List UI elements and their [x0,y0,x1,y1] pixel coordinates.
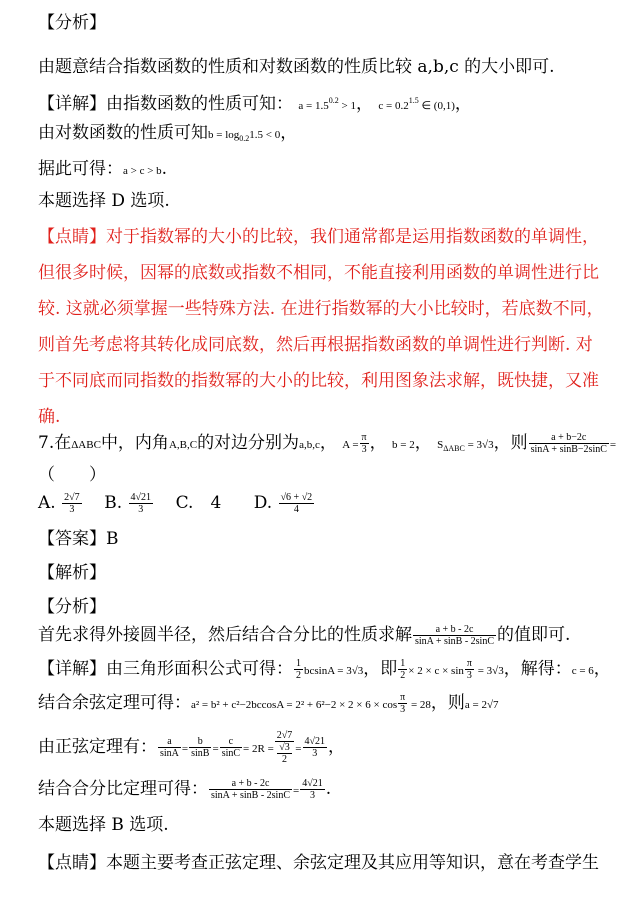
num: √6 + √2 [280,492,313,503]
formula: bcsinA = 3√3 [304,665,364,677]
text: ，即 [363,659,398,679]
math: a = 1.5 [298,100,329,112]
num: 4√21 [304,736,325,747]
options [38,492,315,515]
exp: 0.2 [328,96,339,105]
num: 4√21 [302,778,323,789]
num: 4√21 [130,492,152,503]
den [275,742,295,765]
line-analysis-text: 由题意结合指数函数的性质和对数函数的性质比较 a,b,c 的大小即可. [38,57,555,77]
math: c = 0.2 [378,100,409,112]
num: b [189,736,211,748]
den: 2 [400,670,406,681]
q-num: 7.在 [38,433,72,453]
tip-last: 【点睛】本题主要考查正弦定理、余弦定理及其应用等知识，意在考查学生 [38,853,599,873]
question-paren: （ ） [38,465,106,485]
complex-fraction [275,730,295,765]
formula: = 28 [408,699,431,711]
line-choice-b: 本题选择 B 选项. [38,815,169,835]
text: 结合余弦定理可得： [38,693,191,713]
num: π [400,692,406,703]
option-b-value [129,492,154,515]
eq: = [609,439,617,451]
c-over-sinc [220,736,242,759]
line-detail-1 [38,90,472,117]
num: π [466,658,472,669]
cosine-law [38,692,499,716]
den: sinA [160,748,179,759]
tip-line-6: 确. [38,407,61,427]
formula-c [378,96,455,112]
s: S [437,439,444,451]
num: 1 [296,658,301,669]
comma: ， [369,433,387,453]
half [294,658,303,681]
fraction [209,778,292,801]
den: sinC [221,748,241,759]
math: 1.5 < 0 [249,129,281,141]
line-detail-2 [38,122,297,150]
formula: = 2R = [243,743,274,755]
sub: ΔABC [443,444,465,453]
den: sinA + sinB−2sinC [530,444,607,455]
exp: 1.5 [408,96,419,105]
text: ，则 [493,433,528,453]
fraction [413,624,496,647]
text: 的对边分别为 [197,433,300,453]
detail-area [38,658,611,682]
eq: = [181,743,189,755]
tip-line-5: 于不同底而同指数的指数幂的大小的比较，利用图象法求解，既快捷，又准 [38,371,599,391]
option-d-value [279,492,315,515]
comma: ， [355,94,373,114]
text: 中，内角 [100,433,169,453]
text: ，则 [430,693,465,713]
den-den: 2 [282,754,288,765]
text: 由正弦定理有： [38,737,157,757]
eq: = [295,743,302,755]
option-a-value [62,492,82,515]
den: 3 [138,504,144,515]
pi-over-3 [465,658,474,681]
text: 由对数函数的性质可知 [38,123,208,143]
den: 2 [296,670,301,681]
num: a [158,736,181,748]
sub: 0.2 [239,134,250,143]
half-2 [398,658,407,681]
den: 4 [293,504,299,515]
text: ，解得： [503,659,572,679]
den: 3 [309,790,315,801]
den: sinB [191,748,210,759]
formula-a [298,96,356,112]
val: = 3√3 [464,439,494,451]
math: b = log [208,129,240,141]
a-over-sina [158,736,181,759]
result [300,778,325,801]
text: 【详解】由指数函数的性质可知： [38,94,293,114]
analysis-text-2 [38,624,570,647]
result [303,736,328,759]
tip-line-2: 但很多时候，因幂的底数或指数不相同，不能直接利用函数的单调性进行比 [38,263,599,283]
line-choice-d: 本题选择 D 选项. [38,191,170,211]
tip-line-4: 则首先考虑将其转化成同底数，然后再根据指数函数的单调性进行判断. 对 [38,335,593,355]
den: sinA + sinB - 2sinC [415,636,494,647]
text: 【详解】由三角形面积公式可得： [38,659,293,679]
sides: a,b,c [299,439,320,451]
formula: a > c > b [123,165,162,177]
comma: ， [414,433,432,453]
b-over-sinb [189,736,211,759]
math: ∈ (0,1) [418,100,455,112]
num: 2√7 [64,492,80,503]
text: ， [328,737,345,757]
tip-line-1: 【点睛】对于指数幂的大小的比较，我们通常都是运用指数函数的单调性， [38,227,599,247]
comma: ， [280,123,298,143]
math: > 1 [338,100,356,112]
den: 3 [400,704,406,715]
sine-law [38,730,345,765]
ratio-law [38,778,331,802]
angles: A,B,C [168,439,198,451]
option-c: C. 4 [175,493,222,513]
text: 首先求得外接圆半径，然后结合合分比的性质求解 [38,625,412,645]
formula: × 2 × c × sin [408,665,464,677]
formula: a² = b² + c²−2bccosA = 2² + 6²−2 × 2 × 6 × cos [191,699,398,711]
comma: ， [319,433,337,453]
text: ， [593,659,611,679]
text: 结合合分比定理可得： [38,779,208,799]
line-detail-3 [38,158,167,182]
num: 2√7 [276,730,293,741]
eq: = [293,785,300,797]
formula-b [208,129,280,141]
area [437,439,493,451]
explanation-header: 【解析】 [38,563,106,583]
pi-over-3 [398,692,407,715]
period: . [161,159,168,179]
den: 3 [312,748,318,759]
option-a-label: A. [38,493,56,513]
angle-a: A = [342,439,359,451]
formula: = 3√3 [474,665,504,677]
formula: c = 6 [571,665,594,677]
num: 1 [400,658,406,669]
line-analysis-header: 【分析】 [38,13,106,33]
num: a + b - 2c [413,624,496,636]
formula: a = 2√7 [464,699,499,711]
den: 3 [466,670,472,681]
side-b: b = 2 [392,439,415,451]
den-num: √3 [277,742,293,754]
analysis-header-2: 【分析】 [38,597,106,617]
text: 据此可得： [38,159,123,179]
option-b-label: B. [104,493,123,513]
option-d-label: D. [253,493,273,513]
text: . [325,779,332,799]
answer: 【答案】B [38,529,119,549]
comma: ， [454,94,472,114]
tip-line-3: 较. 这就必须掌握一些特殊方法. 在进行指数幂的大小比较时，若底数不同， [38,299,604,319]
question-7 [38,432,616,460]
num: π [361,432,367,443]
den: 3 [361,444,367,455]
num: a + b−2c [529,432,609,444]
den: sinA + sinB - 2sinC [211,790,290,801]
triangle: ΔABC [71,439,101,451]
eq: = [212,743,219,755]
target-fraction [529,432,609,455]
pi-over-3 [360,432,369,455]
den: 3 [69,504,75,515]
text: 的值即可. [497,625,571,645]
num: c [220,736,242,748]
num: a + b - 2c [209,778,292,790]
